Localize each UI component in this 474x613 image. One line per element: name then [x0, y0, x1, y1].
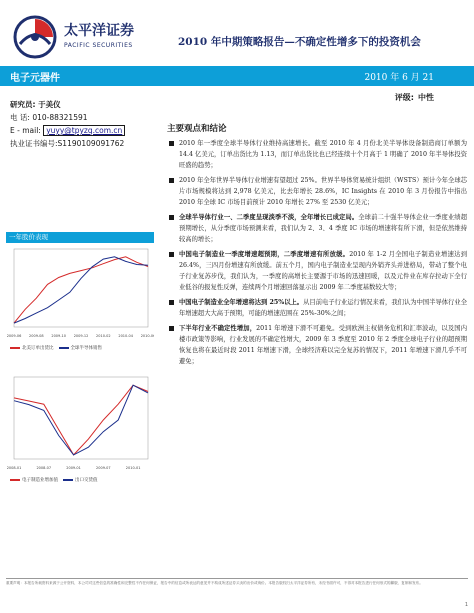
series-line-1 [14, 385, 148, 455]
key-point [167, 323, 467, 367]
rating [391, 92, 434, 103]
key-points-list [167, 138, 467, 367]
sector-name: 电子元器件 [10, 73, 60, 84]
phone-value: 010-88321591 [32, 113, 88, 122]
logo-name-en: PACIFIC SECURITIES [64, 42, 133, 49]
legend-item [10, 345, 54, 351]
key-point-text: 2010 年 1-2 月全国电子制造业增速达到 26.4%，三四月份增速有所放缓。前五个月，国内电子制造业呈现内外销齐头并进格局，带动了整个电子行业复苏步伐，我们认为，一季度的高增长主要源于市场的迅速回暖，以及元件业在库存拉动下全行业低谷的报复性反弹，连续两个月增速回落显示出 2009 年二季度基数较大等； [179, 251, 467, 291]
series-line-0 [14, 257, 148, 323]
chart-2-svg [6, 371, 154, 471]
chart-1-svg [6, 243, 154, 339]
series-line-1 [14, 257, 148, 323]
plot-frame [14, 249, 148, 327]
main-content [167, 122, 467, 371]
key-point-text: 2010 年一季度全球半导体行业维持高速增长。截至 2010 年 4 月份北美半导体设备制造商订单额为 14.4 亿美元，订单出货比为 1.13，而订单出货比也已经连续十个月高于 1 明确了 2010 年半导体投资旺盛的趋势； [179, 140, 467, 169]
key-point-text: 从目前电子行业运行情况来看，我们认为中国半导体行业全年增速超大大高于预期，可能的增速范围在 25%-30%之间； [179, 299, 467, 317]
x-tick-label: 2009-01 [66, 466, 81, 470]
phone-row [10, 111, 160, 124]
x-tick-label: 2009-12 [73, 334, 89, 338]
legend-item [10, 477, 58, 483]
chart-2-legend [6, 477, 154, 483]
analyst-name: 研究员: 于美仪 [10, 100, 61, 109]
key-point [167, 212, 467, 245]
key-point-lead: 中国电子制造业全年增速将达到 25%以上。 [179, 299, 304, 306]
key-point [167, 138, 467, 171]
main-heading: 主要观点和结论 [167, 124, 227, 134]
logo-mark-icon [12, 14, 58, 60]
bullet-square-icon [169, 300, 174, 305]
key-point-text: 2010 年全年世界半导体行业增速有望超过 25%。世界半导体贸易统计组织（WSTS）预计今年全球芯片市场规模将达到 2,978 亿美元，比去年增长 28.6%，IC Insights 在 2010 年 3 月份报告中指出 2010 年全球 IC 市场目前预计 2010 年增长 27% 至 2530 亿美元； [179, 177, 467, 206]
cert-label: 执业证书编号: [10, 139, 58, 148]
report-title: 2010 年中期策略报告—不确定性增多下的投资机会 [178, 36, 421, 48]
bullet-square-icon [169, 326, 174, 331]
key-point-lead: 中国电子制造业一季度增速超预期，二季度增速有所放缓。 [179, 251, 350, 258]
page-number: 1 [464, 602, 468, 608]
sector-banner [0, 66, 474, 86]
x-tick-label: 2010-02 [96, 334, 111, 338]
legend-item [63, 477, 98, 483]
legend-label: 出口交货值 [75, 478, 98, 483]
bullet-square-icon [169, 252, 174, 257]
key-point-text: 全球前二十强半导体企业一季度业绩超预期增长，从分季度市场预测来看，我们认为 2、3、4 季度 IC 市场的增速将有所下滑，但是依然维持较高的增长； [179, 214, 467, 243]
footer-disclaimer: 重要声明：本报告所载资料来源于公开资料，本公司对这些信息的准确性和完整性不作任何保证，报告中的信息或所表达的意见并不构成所述证券买卖的出价或询价。本报告版权归太平洋证券所有，未经书面许可，不得对本报告进行任何形式的翻版、复制和发布。 [6, 578, 468, 586]
legend-swatch [59, 347, 69, 349]
legend-swatch [10, 479, 20, 481]
key-point [167, 249, 467, 293]
cert-value: S1190109091762 [57, 139, 125, 148]
chart-2 [6, 371, 154, 483]
email-link[interactable]: yuyy@tpyzq.com.cn [43, 125, 125, 136]
x-tick-label: 2010-01 [125, 466, 141, 470]
company-logo [8, 8, 148, 58]
x-tick-label: 2008-01 [6, 466, 22, 470]
x-tick-label: 2009-06 [6, 334, 22, 338]
legend-label: 电子制造业增加值 [22, 478, 58, 483]
report-date: 2010 年 6 月 21 [364, 73, 434, 83]
phone-label: 电 话: [10, 113, 30, 122]
rating-label: 评级: [394, 93, 414, 102]
bullet-square-icon [169, 141, 174, 146]
email-row [10, 124, 160, 137]
rating-value: 中性 [418, 93, 434, 102]
report-header [0, 0, 474, 66]
legend-label: 北美订单出货比 [22, 346, 54, 351]
bullet-square-icon [169, 215, 174, 220]
logo-name-cn: 太平洋证券 [64, 23, 134, 39]
bullet-square-icon [169, 178, 174, 183]
key-point [167, 297, 467, 319]
key-point-lead: 下半年行业不确定性增加， [179, 325, 257, 332]
series-line-0 [14, 385, 148, 455]
key-point [167, 175, 467, 208]
x-tick-label: 2008-07 [36, 466, 52, 470]
cert-row [10, 137, 160, 150]
key-point-text: 2011 年增速下滑不可避免。受到欧洲主权债务危机和汇率波动，以及国内楼市政策等影响，行业发展的不确定性增大，2009 年 3 季度至 2010 年 2 季度全球电子行业的超预期恢复也将在最近时段 2011 年增速下滑，全球经济难以完全复苏的情况下，2011 年增速下滑几乎不可避免； [179, 325, 468, 365]
x-tick-label: 2009-07 [96, 466, 111, 470]
perf-section-title: 一年股价表现 [6, 232, 154, 243]
chart-1-legend [6, 345, 154, 351]
legend-swatch [10, 347, 20, 349]
analyst-info [10, 98, 160, 150]
key-point-lead: 全球半导体行业一、二季度呈现淡季不淡，全年增长已成定局。 [179, 214, 359, 221]
legend-swatch [63, 479, 73, 481]
x-tick-label: 2009-10 [51, 334, 66, 338]
legend-item [59, 345, 103, 351]
chart-1 [6, 243, 154, 351]
x-tick-label: 2010-04 [118, 334, 133, 338]
email-label: E - mail: [10, 126, 41, 135]
left-column [6, 232, 156, 483]
x-tick-label: 2010-06 [140, 334, 154, 338]
legend-label: 全球半导体销售 [70, 346, 102, 351]
x-tick-label: 2009-08 [29, 334, 44, 338]
